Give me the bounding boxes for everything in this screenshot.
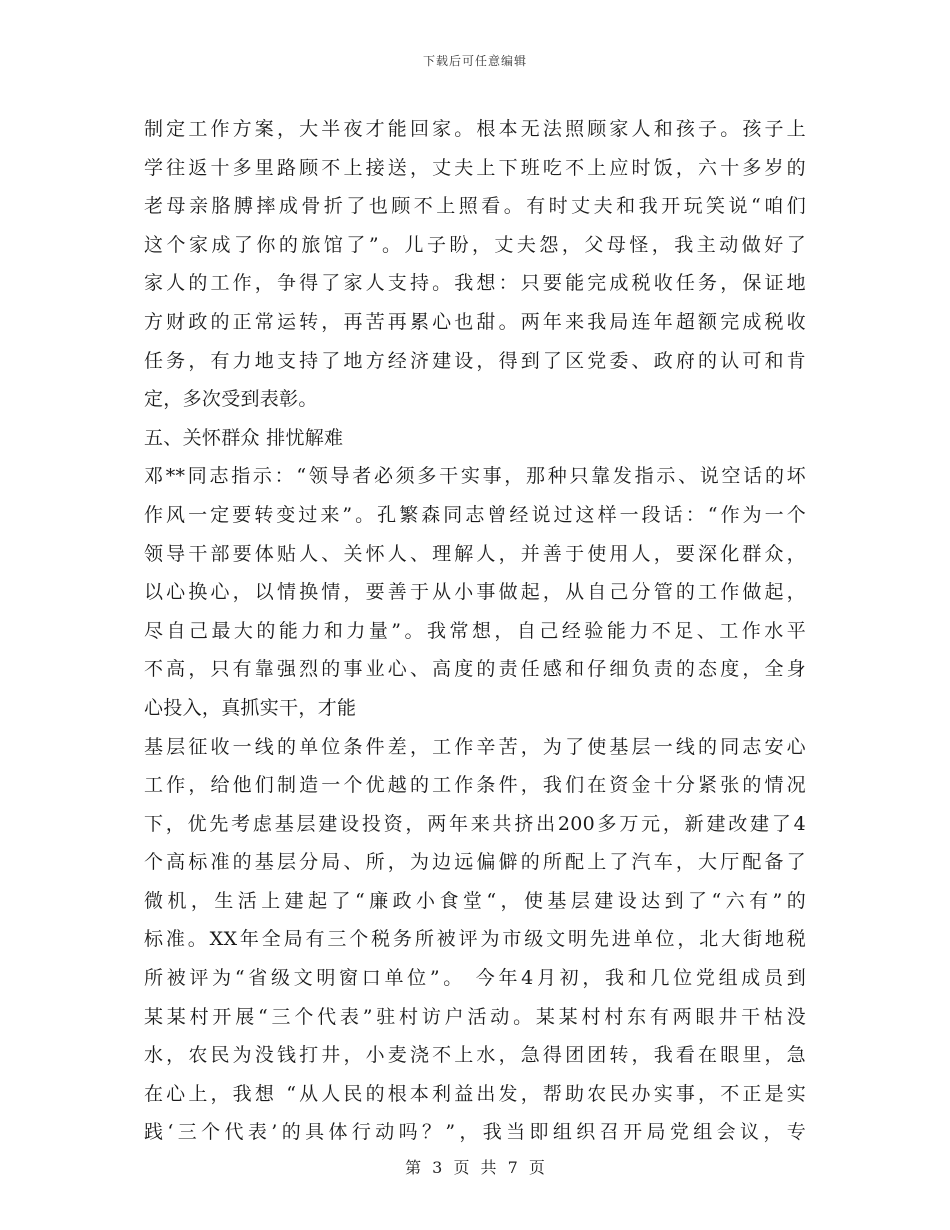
text-line: 方财政的正常运转，再苦再累心也甜。两年来我局连年超额完成税收 xyxy=(144,310,806,333)
text-line: 下，优先考虑基层建设投资，两年来共挤出200多万元，新建改建了4 xyxy=(144,812,806,835)
page-header: 下载后可任意编辑 xyxy=(422,54,527,68)
text-line: 领导干部要体贴人、关怀人、理解人，并善于使用人，要深化群众， xyxy=(144,542,806,565)
text-line: 这个家成了你的旅馆了”。儿子盼，丈夫怨，父母怪，我主动做好了 xyxy=(144,233,806,256)
text-line: 作风一定要转变过来”。孔繁森同志曾经说过这样一段话：“作为一个 xyxy=(144,503,806,526)
text-line: 个高标准的基层分局、所，为边远偏僻的所配上了汽车，大厅配备了 xyxy=(144,851,806,874)
document-body xyxy=(144,110,806,1152)
text-line: 心投入，真抓实干，才能 xyxy=(144,696,357,719)
text-line: 制定工作方案，大半夜才能回家。根本无法照顾家人和孩子。孩子上 xyxy=(144,118,806,140)
text-line: 基层征收一线的单位条件差，工作辛苦，为了使基层一线的同志安心 xyxy=(144,735,806,758)
text-line: 老母亲胳膊摔成骨折了也顾不上照看。有时丈夫和我开玩笑说“咱们 xyxy=(144,195,806,218)
text-line: 任务，有力地支持了地方经济建设，得到了区党委、政府的认可和肯 xyxy=(144,349,806,372)
text-line: 在心上，我想 “从人民的根本利益出发，帮助农民办实事，不正是实 xyxy=(144,1082,806,1105)
text-line: 学往返十多里路顾不上接送，丈夫上下班吃不上应时饭，六十多岁的 xyxy=(144,156,806,179)
text-line: 邓**同志指示：“领导者必须多干实事，那种只靠发指示、说空话的坏 xyxy=(144,465,806,488)
text-line: 某某村开展“三个代表”驻村访户活动。某某村村东有两眼井干枯没 xyxy=(144,1005,806,1028)
text-line: 不高，只有靠强烈的事业心、高度的责任感和仔细负责的态度，全身 xyxy=(144,658,806,681)
text-line: 标准。XX年全局有三个税务所被评为市级文明先进单位，北大街地税 xyxy=(144,928,806,951)
text-line: 以心换心，以情换情，要善于从小事做起，从自己分管的工作做起， xyxy=(144,581,806,604)
text-line: 工作，给他们制造一个优越的工作条件，我们在资金十分紧张的情况 xyxy=(144,774,806,797)
text-line: 尽自己最大的能力和力量”。我常想，自己经验能力不足、工作水平 xyxy=(144,619,806,642)
text-line: 微机，生活上建起了“廉政小食堂“，使基层建设达到了“六有”的 xyxy=(144,889,806,912)
text-line: 五、关怀群众 排忧解难 xyxy=(144,426,344,449)
text-line: 家人的工作，争得了家人支持。我想：只要能完成税收任务，保证地 xyxy=(144,272,806,295)
text-line: 水，农民为没钱打井，小麦浇不上水，急得团团转，我看在眼里，急 xyxy=(144,1044,806,1067)
text-line: 践‘三个代表’的具体行动吗？”，我当即组织召开局党组会议，专 xyxy=(144,1121,806,1144)
page-footer: 第 3 页 共 7 页 xyxy=(405,1158,545,1177)
text-line: 所被评为“省级文明窗口单位”。 今年4月初，我和几位党组成员到 xyxy=(144,967,806,990)
text-line: 定，多次受到表彰。 xyxy=(144,388,318,411)
